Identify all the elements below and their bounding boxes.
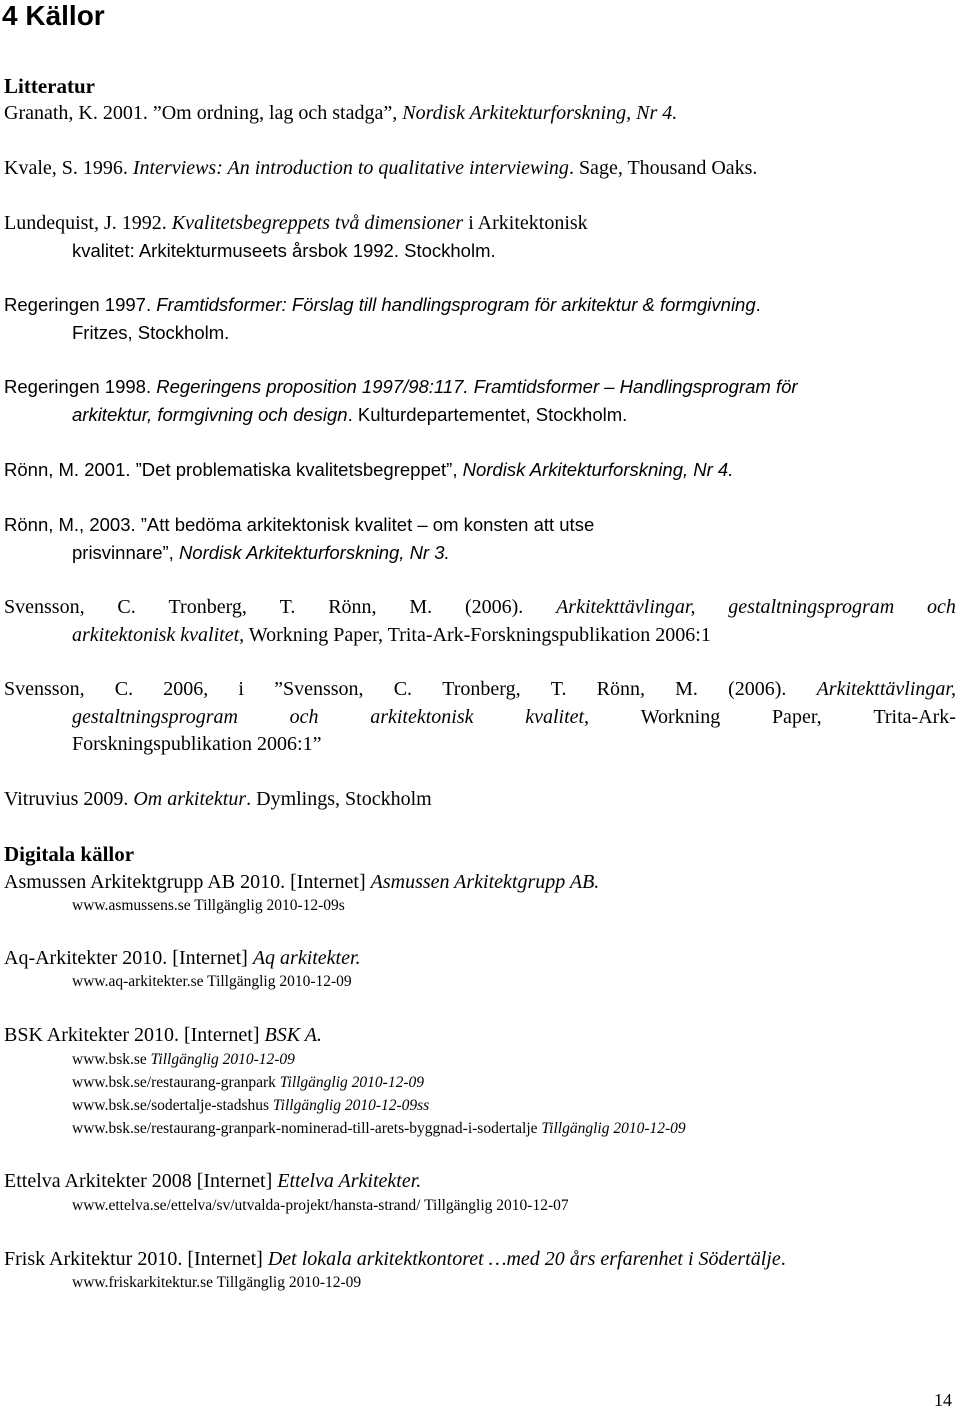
reference-line: Regeringen 1998. Regeringens proposition 1997/98:117. Framtidsformer – Handlingsprogram för [4,376,798,397]
reference-line: Aq-Arkitekter 2010. [Internet] Aq arkitekter. [4,947,361,969]
section-heading: 4 Källor [2,0,105,31]
reference-line: arkitektur, formgivning och design. Kulturdepartementet, Stockholm. [72,404,628,425]
reference-line: Asmussen Arkitektgrupp AB 2010. [Internet] Asmussen Arkitektgrupp AB. [4,871,600,893]
reference-line: BSK Arkitekter 2010. [Internet] BSK A. [4,1024,322,1046]
reference-line: arkitektonisk kvalitet, Workning Paper, Trita-Ark-Forskningspublikation 2006:1 [72,624,711,646]
reference-line: Forskningspublikation 2006:1” [72,733,322,755]
digital-sources-heading: Digitala källor [4,842,135,866]
url-line: www.bsk.se/restaurang-granpark-nominerad-till-arets-byggnad-i-sodertalje Tillgänglig 2010-12-09 [72,1120,686,1137]
reference-line: Frisk Arkitektur 2010. [Internet] Det lokala arkitektkontoret …med 20 års erfarenhet i Södertälje. [4,1248,786,1270]
url-line: www.friskarkitektur.se Tillgänglig 2010-12-09 [72,1274,362,1291]
reference-line: prisvinnare”, Nordisk Arkitekturforskning, Nr 3. [72,542,450,563]
page-number: 14 [934,1390,952,1410]
url-line: www.bsk.se Tillgänglig 2010-12-09 [72,1051,295,1068]
reference-line: Vitruvius 2009. Om arkitektur. Dymlings, Stockholm [4,788,432,810]
reference-line: kvalitet: Arkitekturmuseets årsbok 1992. Stockholm. [72,240,496,261]
reference-line: gestaltningsprogram och arkitektonisk kvalitet, Workning Paper, Trita-Ark- [72,706,956,728]
reference-line: Kvale, S. 1996. Interviews: An introduction to qualitative interviewing. Sage, Thousand Oaks. [4,157,758,179]
reference-line: Svensson, C. 2006, i ”Svensson, C. Tronberg, T. Rönn, M. (2006). Arkitekttävlingar, [4,678,956,700]
reference-line: Granath, K. 2001. ”Om ordning, lag och stadga”, Nordisk Arkitekturforskning, Nr 4. [4,102,678,124]
reference-line: Rönn, M., 2003. ”Att bedöma arkitektonisk kvalitet – om konsten att utse [4,514,595,535]
reference-line: Lundequist, J. 1992. Kvalitetsbegreppets två dimensioner i Arkitektonisk [4,212,588,234]
url-line: www.aq-arkitekter.se Tillgänglig 2010-12-09 [72,973,352,990]
url-line: www.bsk.se/restaurang-granpark Tillgänglig 2010-12-09 [72,1074,424,1091]
reference-line: Fritzes, Stockholm. [72,322,230,343]
reference-line: Svensson, C. Tronberg, T. Rönn, M. (2006). Arkitekttävlingar, gestaltningsprogram och [4,596,956,618]
literature-heading: Litteratur [4,74,95,98]
reference-line: Regeringen 1997. Framtidsformer: Förslag till handlingsprogram för arkitektur & formgivning. [4,294,761,315]
url-line: www.asmussens.se Tillgänglig 2010-12-09s [72,897,345,914]
reference-line: Rönn, M. 2001. ”Det problematiska kvalitetsbegreppet”, Nordisk Arkitekturforskning, Nr 4. [4,459,734,480]
reference-line: Ettelva Arkitekter 2008 [Internet] Ettelva Arkitekter. [4,1170,422,1192]
url-line: www.ettelva.se/ettelva/sv/utvalda-projekt/hansta-strand/ Tillgänglig 2010-12-07 [72,1197,569,1214]
url-line: www.bsk.se/sodertalje-stadshus Tillgänglig 2010-12-09ss [72,1097,430,1114]
